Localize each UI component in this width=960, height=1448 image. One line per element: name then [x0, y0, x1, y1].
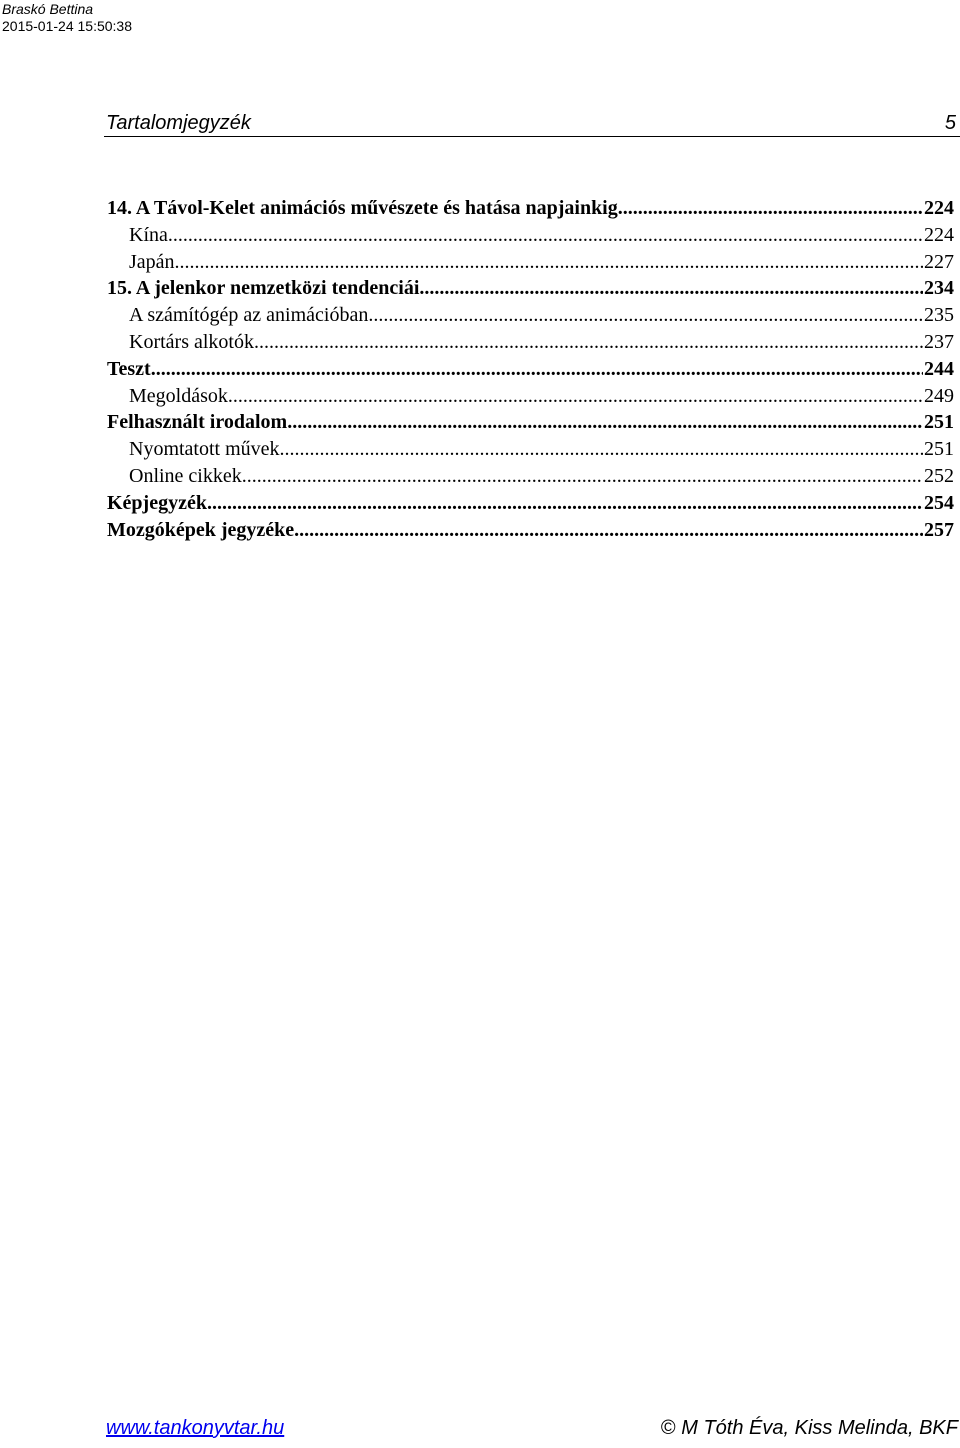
toc-leader-dots	[151, 356, 923, 383]
toc-entry-title: Kína	[129, 223, 168, 246]
toc-entry-title: 14. A Távol-Kelet animációs művészete és hatása napjainkig	[107, 197, 618, 219]
toc-leader-dots	[254, 329, 923, 356]
page-footer	[104, 1417, 960, 1443]
toc-entry-title: Japán	[129, 250, 175, 273]
toc-entry-page: 227	[924, 250, 954, 273]
copyright-icon: ©	[660, 1417, 676, 1439]
toc-leader-dots	[618, 195, 923, 222]
toc-leader-dots	[294, 517, 923, 544]
table-of-contents	[107, 195, 954, 543]
toc-entry-title: Nyomtatott művek	[129, 438, 280, 461]
toc-entry-title: Kortárs alkotók	[129, 330, 254, 353]
toc-entry[interactable]	[107, 302, 954, 329]
toc-entry-page: 237	[924, 330, 954, 353]
toc-entry-page: 234	[924, 277, 954, 300]
toc-entry-page: 224	[924, 223, 954, 246]
toc-entry-title: A számítógép az animációban	[129, 304, 369, 327]
toc-entry-title: Képjegyzék	[107, 491, 207, 514]
toc-entry-title: 15. A jelenkor nemzetközi tendenciái	[107, 277, 420, 300]
footer-copyright-text: M Tóth Éva, Kiss Melinda, BKF	[681, 1417, 958, 1439]
toc-leader-dots	[280, 436, 923, 463]
toc-entry[interactable]	[107, 356, 954, 383]
toc-entry[interactable]	[107, 329, 954, 356]
toc-entry-page: 224	[924, 197, 954, 219]
toc-entry-title: Online cikkek	[129, 464, 242, 487]
footer-copyright	[661, 1417, 958, 1440]
toc-leader-dots	[368, 302, 923, 329]
toc-entry-title: Teszt	[107, 357, 151, 380]
page-title: Tartalomjegyzék	[106, 112, 251, 134]
toc-entry[interactable]	[107, 436, 954, 463]
toc-entry[interactable]	[107, 249, 954, 276]
footer-website-link[interactable]: www.tankonyvtar.hu	[106, 1417, 285, 1439]
toc-entry[interactable]	[107, 222, 954, 249]
page-header	[104, 110, 960, 137]
toc-leader-dots	[207, 490, 923, 517]
toc-entry[interactable]	[107, 409, 954, 436]
toc-entry-title: Felhasznált irodalom	[107, 411, 288, 434]
toc-leader-dots	[287, 409, 923, 436]
annotation-note	[2, 1, 132, 35]
toc-entry-page: 251	[924, 438, 954, 461]
toc-entry-page: 249	[924, 384, 954, 407]
toc-entry[interactable]	[107, 383, 954, 410]
annotation-author: Braskó Bettina	[2, 1, 94, 17]
toc-entry-title: Mozgóképek jegyzéke	[107, 518, 295, 541]
toc-entry-page: 251	[924, 411, 954, 434]
toc-leader-dots	[242, 463, 923, 490]
toc-entry[interactable]	[107, 490, 954, 517]
toc-entry-page: 254	[924, 491, 954, 514]
toc-leader-dots	[228, 383, 923, 410]
annotation-timestamp: 2015-01-24 15:50:38	[2, 18, 132, 34]
toc-entry-page: 257	[924, 518, 954, 541]
toc-leader-dots	[168, 222, 923, 249]
toc-leader-dots	[419, 275, 923, 302]
toc-entry-page: 252	[924, 464, 954, 487]
toc-entry-page: 235	[924, 304, 954, 327]
toc-entry[interactable]	[107, 517, 954, 544]
toc-entry-title: Megoldások	[129, 384, 228, 407]
toc-entry-page: 244	[924, 357, 954, 380]
toc-entry[interactable]	[107, 195, 954, 222]
toc-leader-dots	[175, 249, 923, 276]
header-page-number: 5	[944, 112, 956, 134]
toc-entry[interactable]	[107, 463, 954, 490]
toc-entry[interactable]	[107, 275, 954, 302]
